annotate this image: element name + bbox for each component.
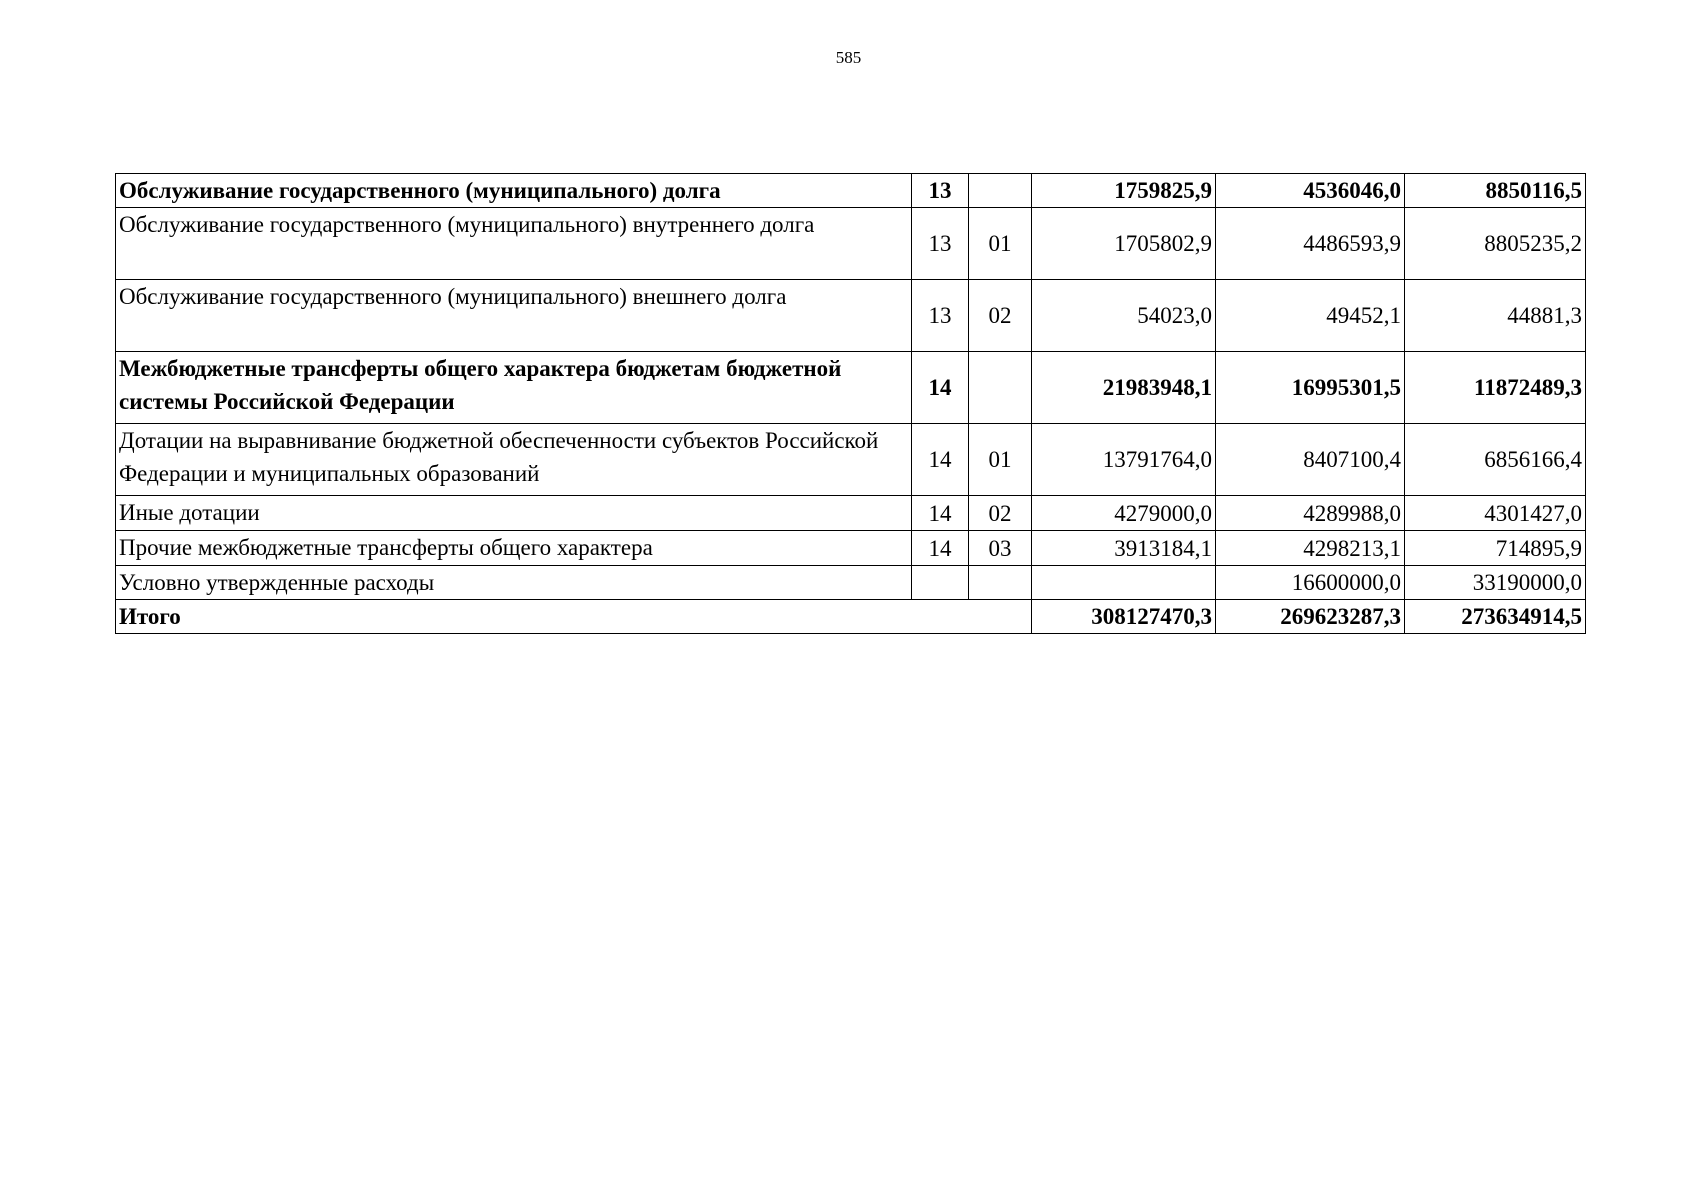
subsection-code: 01 [969,208,1032,280]
row-name: Обслуживание государственного (муниципального) внешнего долга [116,280,912,352]
section-code: 13 [912,208,969,280]
section-code: 13 [912,280,969,352]
value-year-3: 33190000,0 [1405,566,1586,600]
value-year-3: 8850116,5 [1405,174,1586,208]
table-row [116,352,1586,424]
value-year-1: 4279000,0 [1032,496,1216,531]
value-year-2: 4536046,0 [1216,174,1405,208]
subsection-code [969,566,1032,600]
total-year-3: 273634914,5 [1405,600,1586,634]
row-name: Обслуживание государственного (муниципального) долга [116,174,912,208]
row-name: Межбюджетные трансферты общего характера бюджетам бюджетной системы Российской Федерации [116,352,912,424]
row-name: Условно утвержденные расходы [116,566,912,600]
value-year-3: 44881,3 [1405,280,1586,352]
section-code: 14 [912,352,969,424]
value-year-1 [1032,566,1216,600]
section-code: 14 [912,424,969,496]
section-code: 14 [912,531,969,566]
budget-table [115,173,1586,634]
value-year-1: 21983948,1 [1032,352,1216,424]
total-year-2: 269623287,3 [1216,600,1405,634]
value-year-2: 49452,1 [1216,280,1405,352]
row-name: Прочие межбюджетные трансферты общего характера [116,531,912,566]
page-number: 585 [835,48,862,67]
row-name: Обслуживание государственного (муниципального) внутреннего долга [116,208,912,280]
value-year-1: 1759825,9 [1032,174,1216,208]
value-year-1: 1705802,9 [1032,208,1216,280]
table-row [116,174,1586,208]
value-year-2: 4486593,9 [1216,208,1405,280]
subsection-code: 02 [969,280,1032,352]
subsection-code: 03 [969,531,1032,566]
value-year-2: 4298213,1 [1216,531,1405,566]
subsection-code: 01 [969,424,1032,496]
table-row [116,496,1586,531]
section-code [912,566,969,600]
table-row [116,531,1586,566]
total-row [116,600,1586,634]
row-name: Иные дотации [116,496,912,531]
value-year-3: 6856166,4 [1405,424,1586,496]
section-code: 14 [912,496,969,531]
row-name: Дотации на выравнивание бюджетной обеспеченности субъектов Российской Федерации и муниципальных образований [116,424,912,496]
total-label: Итого [116,600,1032,634]
value-year-2: 16995301,5 [1216,352,1405,424]
table-row [116,424,1586,496]
value-year-3: 714895,9 [1405,531,1586,566]
table-row [116,280,1586,352]
total-year-1: 308127470,3 [1032,600,1216,634]
value-year-3: 4301427,0 [1405,496,1586,531]
value-year-1: 13791764,0 [1032,424,1216,496]
value-year-2: 16600000,0 [1216,566,1405,600]
value-year-1: 54023,0 [1032,280,1216,352]
subsection-code: 02 [969,496,1032,531]
value-year-2: 4289988,0 [1216,496,1405,531]
section-code: 13 [912,174,969,208]
subsection-code [969,174,1032,208]
table-row [116,208,1586,280]
table-row [116,566,1586,600]
value-year-2: 8407100,4 [1216,424,1405,496]
value-year-3: 8805235,2 [1405,208,1586,280]
subsection-code [969,352,1032,424]
value-year-3: 11872489,3 [1405,352,1586,424]
value-year-1: 3913184,1 [1032,531,1216,566]
